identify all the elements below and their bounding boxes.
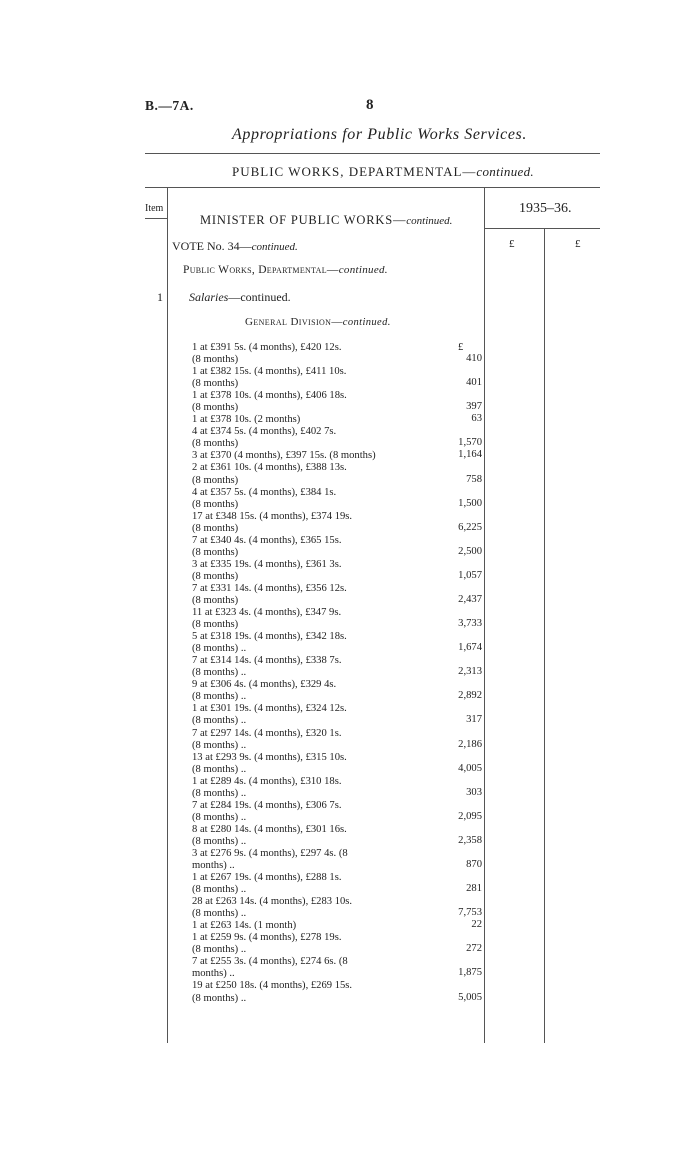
salary-entry — [192, 655, 482, 679]
salary-entry-rate: 7 at £314 14s. (4 months), £338 7s. — [192, 655, 342, 667]
year-header-rule — [484, 228, 600, 229]
amount-column-divider — [484, 188, 485, 1043]
salary-entry-rate: 1 at £289 4s. (4 months), £310 18s. — [192, 775, 342, 787]
salary-entry-period: (8 months) — [192, 546, 239, 558]
salary-entry-amount: 2,186 — [458, 738, 482, 750]
salary-entry-period: (8 months) .. — [192, 908, 247, 920]
salary-entry — [192, 872, 482, 896]
salary-entry-period: (8 months) — [192, 354, 239, 366]
salary-entry — [192, 511, 482, 535]
item-header-rule — [145, 218, 167, 219]
salary-entry — [192, 728, 482, 752]
subdivision-heading — [183, 264, 388, 276]
salary-entry-period: (8 months) .. — [192, 835, 247, 847]
salary-entry-rate: 7 at £331 14s. (4 months), £356 12s. — [192, 582, 347, 594]
salary-entry-amount: 1,570 — [458, 437, 482, 449]
salary-entry-rate: 8 at £280 14s. (4 months), £301 16s. — [192, 823, 347, 835]
salary-entry-amount: 303 — [466, 786, 482, 798]
salary-entry-period: (8 months) — [192, 498, 239, 510]
salary-entry-amount: 870 — [466, 859, 482, 871]
subdivision-continued: continued. — [338, 264, 388, 276]
salary-entry — [192, 631, 482, 655]
salary-entry-amount: 758 — [466, 473, 482, 485]
salary-entry — [192, 462, 482, 486]
salary-entry-period: (8 months) .. — [192, 787, 247, 799]
amount-pound-sign: £ — [458, 342, 464, 353]
salary-entry — [192, 703, 482, 727]
salary-entry-amount: 2,437 — [458, 593, 482, 605]
salary-entry-rate: 1 at £259 9s. (4 months), £278 19s. — [192, 932, 342, 944]
salary-entry-amount: 6,225 — [458, 521, 482, 533]
salary-entry-rate: 1 at £267 19s. (4 months), £288 1s. — [192, 872, 342, 884]
salary-entry — [192, 487, 482, 511]
salary-entry — [192, 559, 482, 583]
salary-entry-rate: 7 at £255 3s. (4 months), £274 6s. (8 — [192, 956, 348, 968]
salary-entry-rate: 4 at £374 5s. (4 months), £402 7s. — [192, 426, 337, 438]
salary-entry-amount: 397 — [466, 401, 482, 413]
salary-entry — [192, 426, 482, 450]
salary-entry — [192, 607, 482, 631]
salaries-heading — [189, 290, 291, 305]
section-title: PUBLIC WORKS, DEPARTMENTAL— — [232, 164, 477, 179]
document-reference: B.—7A. — [145, 98, 194, 113]
salary-entry — [192, 896, 482, 920]
salary-entry-amount: 5,005 — [458, 991, 482, 1003]
page-title: Appropriations for Public Works Services. — [232, 126, 527, 143]
salary-entry-period: (8 months) — [192, 522, 239, 534]
salary-entry-period: (8 months) — [192, 619, 239, 631]
salary-entry-amount: 1,875 — [458, 967, 482, 979]
salary-entry-amount: 2,313 — [458, 666, 482, 678]
salary-entry-period: (8 months) .. — [192, 715, 247, 727]
year-column-header: 1935–36. — [519, 201, 572, 216]
salary-entry-rate: 1 at £263 14s. (1 month) — [192, 920, 297, 932]
salary-entry-amount: 410 — [466, 353, 482, 365]
minister-heading — [200, 213, 452, 228]
salary-entry-amount: 2,095 — [458, 810, 482, 822]
subdivision-title: Public Works, Departmental— — [183, 264, 339, 276]
salary-entry-rate: 1 at £378 10s. (2 months) — [192, 414, 301, 426]
salary-entry-amount: 63 — [471, 413, 482, 425]
salary-entry — [192, 920, 482, 932]
salary-entry — [192, 800, 482, 824]
salary-entry — [192, 414, 482, 426]
salary-entry-period: (8 months) — [192, 474, 239, 486]
salary-entry — [192, 932, 482, 956]
section-continued: continued. — [476, 164, 534, 179]
salary-entry-amount: 3,733 — [458, 618, 482, 630]
item-number: 1 — [157, 290, 163, 304]
salary-entry-period: (8 months) .. — [192, 811, 247, 823]
salary-entry — [192, 956, 482, 980]
salary-entry — [192, 980, 482, 1004]
salary-entry-period: months) .. — [192, 860, 235, 872]
salary-entry-amount: 1,500 — [458, 497, 482, 509]
salary-entry-rate: 17 at £348 15s. (4 months), £374 19s. — [192, 510, 353, 522]
salary-entry-period: (8 months) — [192, 402, 239, 414]
section-heading — [232, 164, 534, 180]
salary-entry-amount: 272 — [466, 943, 482, 955]
salary-entry — [192, 824, 482, 848]
salary-entry-rate: 1 at £382 15s. (4 months), £411 10s. — [192, 366, 347, 378]
general-division-continued: continued. — [342, 317, 391, 328]
salary-entry-rate: 7 at £340 4s. (4 months), £365 15s. — [192, 534, 342, 546]
salary-entries — [192, 342, 482, 1005]
salary-entry — [192, 366, 482, 390]
salary-entry-rate: 28 at £263 14s. (4 months), £283 10s. — [192, 896, 353, 908]
salary-entry-rate: 1 at £378 10s. (4 months), £406 18s. — [192, 390, 347, 402]
table-top-rule — [145, 187, 600, 188]
minister-continued: continued. — [406, 215, 453, 227]
salary-entry-rate: 9 at £306 4s. (4 months), £329 4s. — [192, 679, 337, 691]
salary-entry-period: (8 months) — [192, 438, 239, 450]
salary-entry-rate: 3 at £335 19s. (4 months), £361 3s. — [192, 558, 342, 570]
salary-entry-period: (8 months) .. — [192, 944, 247, 956]
salary-entry — [192, 390, 482, 414]
salary-entry-rate: 1 at £391 5s. (4 months), £420 12s. — [192, 342, 342, 353]
minister-title: MINISTER OF PUBLIC WORKS— — [200, 213, 407, 227]
salary-entry-amount: 317 — [466, 714, 482, 726]
item-column-header: Item — [145, 203, 164, 214]
salary-entry-amount: 401 — [466, 377, 482, 389]
salary-entry-amount: 4,005 — [458, 762, 482, 774]
page-number: 8 — [366, 97, 374, 113]
salary-entry-rate: 4 at £357 5s. (4 months), £384 1s. — [192, 486, 337, 498]
salary-entry-period: (8 months) .. — [192, 739, 247, 751]
salary-entry-rate: 1 at £301 19s. (4 months), £324 12s. — [192, 703, 347, 715]
salary-entry-period: (8 months) .. — [192, 691, 247, 703]
salary-entry-period: (8 months) .. — [192, 992, 247, 1004]
item-column-divider — [167, 188, 168, 1043]
salaries-label: Salaries — [189, 290, 229, 304]
salary-entry-period: (8 months) — [192, 570, 239, 582]
salary-entry-period: (8 months) .. — [192, 763, 247, 775]
salary-entry-rate: 19 at £250 18s. (4 months), £269 15s. — [192, 980, 353, 992]
salary-entry-amount: 1,674 — [458, 642, 482, 654]
salary-entry-amount: 1,057 — [458, 569, 482, 581]
year-column-divider — [544, 229, 545, 1043]
salary-entry-period: (8 months) — [192, 378, 239, 390]
salary-entry-rate: 3 at £370 (4 months), £397 15s. (8 months) — [192, 450, 376, 462]
salary-entry-rate: 5 at £318 19s. (4 months), £342 18s. — [192, 631, 347, 643]
salary-entry — [192, 342, 482, 366]
salary-entry-rate: 11 at £323 4s. (4 months), £347 9s. — [192, 607, 342, 619]
salary-entry-rate: 2 at £361 10s. (4 months), £388 13s. — [192, 462, 347, 474]
salary-entry-period: (8 months) — [192, 594, 239, 606]
salary-entry-amount: 2,500 — [458, 545, 482, 557]
salary-entry-period: (8 months) .. — [192, 884, 247, 896]
salary-entry-rate: 7 at £297 14s. (4 months), £320 1s. — [192, 727, 342, 739]
pound-sign-column-a: £ — [509, 238, 515, 250]
salary-entry-amount: 281 — [466, 883, 482, 895]
salary-entry-amount: 1,164 — [458, 449, 482, 461]
salary-entry — [192, 752, 482, 776]
salary-entry-rate: 3 at £276 9s. (4 months), £297 4s. (8 — [192, 847, 348, 859]
salary-entry-period: (8 months) .. — [192, 643, 247, 655]
salaries-continued: —continued. — [228, 290, 291, 304]
salary-entry-rate: 7 at £284 19s. (4 months), £306 7s. — [192, 799, 342, 811]
general-division-heading — [245, 316, 391, 328]
salary-entry — [192, 776, 482, 800]
vote-title: VOTE No. 34— — [172, 239, 252, 253]
pound-sign-column-b: £ — [575, 238, 581, 250]
salary-entry — [192, 848, 482, 872]
salary-entry-amount: 22 — [471, 919, 482, 931]
salary-entry-amount: 2,358 — [458, 834, 482, 846]
salary-entry-amount: 2,892 — [458, 690, 482, 702]
salary-entry-period: months) .. — [192, 968, 235, 980]
salary-entry-amount: 7,753 — [458, 907, 482, 919]
salary-entry — [192, 535, 482, 559]
general-division-label: General Division— — [245, 316, 343, 328]
salary-entry — [192, 450, 482, 462]
vote-heading — [172, 239, 298, 254]
title-rule — [145, 153, 600, 154]
salary-entry-rate: 13 at £293 9s. (4 months), £315 10s. — [192, 751, 347, 763]
vote-continued: continued. — [251, 241, 298, 253]
salary-entry — [192, 679, 482, 703]
salary-entry — [192, 583, 482, 607]
salary-entry-period: (8 months) .. — [192, 667, 247, 679]
